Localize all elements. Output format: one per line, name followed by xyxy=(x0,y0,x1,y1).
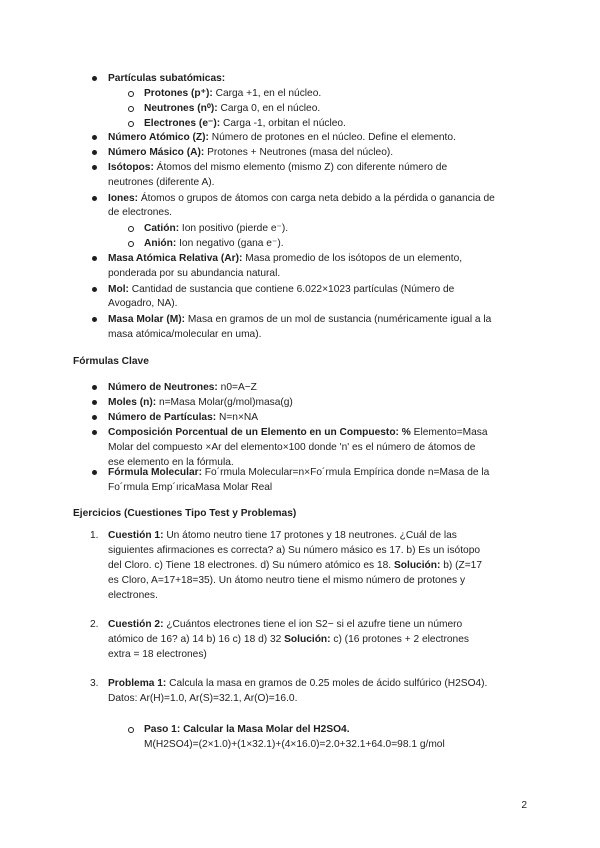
sub-bullet xyxy=(128,727,134,733)
list-item-continuation: masa atómica/molecular en uma). xyxy=(108,329,262,340)
list-item-continuation: electrones. xyxy=(108,590,158,601)
list-item-continuation: del Cloro. c) Tiene 18 electrones. d) Su número atómico es 18. Solución: b) (Z=17 xyxy=(108,560,482,571)
list-item: Anión: Ion negativo (gana e⁻). xyxy=(144,238,284,249)
list-item-continuation: ese elemento en la fórmula. xyxy=(108,457,234,468)
list-item: Isótopos: Átomos del mismo elemento (mismo Z) con diferente número de xyxy=(108,162,448,173)
list-item: Neutrones (n⁰): Carga 0, en el núcleo. xyxy=(144,103,321,114)
section-heading: Ejercicios (Cuestiones Tipo Test y Problemas) xyxy=(73,508,297,519)
list-item-continuation: neutrones (diferente A). xyxy=(108,177,215,188)
list-item-continuation: Avogadro, NA). xyxy=(108,298,178,309)
bullet xyxy=(92,165,97,170)
list-item: Número Atómico (Z): Número de protones en el núcleo. Define el elemento. xyxy=(108,132,456,143)
section-heading: Fórmulas Clave xyxy=(73,356,149,367)
list-number: 2. xyxy=(90,619,99,630)
list-item: Mol: Cantidad de sustancia que contiene 6.022×1023 partículas (Número de xyxy=(108,284,455,295)
list-item: Partículas subatómicas: xyxy=(108,73,226,84)
list-item: Paso 1: Calcular la Masa Molar del H2SO4. xyxy=(144,724,350,735)
list-item: Protones (p⁺): Carga +1, en el núcleo. xyxy=(144,88,322,99)
list-number: 3. xyxy=(90,678,99,689)
list-item: Cuestión 1: Un átomo neutro tiene 17 protones y 18 neutrones. ¿Cuál de las xyxy=(108,530,457,541)
list-item: Número Másico (A): Protones + Neutrones (masa del núcleo). xyxy=(108,147,394,158)
bullet xyxy=(92,150,97,155)
sub-bullet xyxy=(128,121,134,127)
list-item-continuation: atómico de 16? a) 14 b) 16 c) 18 d) 32 Solución: c) (16 protones + 2 electrones xyxy=(108,634,469,645)
bullet xyxy=(92,415,97,420)
page-number: 2 xyxy=(521,800,527,811)
list-item: Composición Porcentual de un Elemento en un Compuesto: % Elemento=Masa xyxy=(108,427,488,438)
list-item: Moles (n): n=Masa Molar(g/mol)masa(g) xyxy=(108,397,293,408)
list-item-continuation: siguientes afirmaciones es correcta? a) Su número másico es 17. b) Es un isótopo xyxy=(108,545,481,556)
list-item-continuation: Fo´rmula Emp´ıricaMasa Molar Real xyxy=(108,482,273,493)
bullet xyxy=(92,135,97,140)
list-item-continuation: es Cloro, A=17+18=35). Un átomo neutro tiene el mismo número de protones y xyxy=(108,575,466,586)
list-item: Número de Neutrones: n0=A−Z xyxy=(108,382,257,393)
bullet xyxy=(92,430,97,435)
bullet xyxy=(92,400,97,405)
list-item: Electrones (e⁻): Carga -1, orbitan el núcleo. xyxy=(144,118,346,129)
list-number: 1. xyxy=(90,530,99,541)
bullet xyxy=(92,470,97,475)
list-item-continuation: extra = 18 electrones) xyxy=(108,649,207,660)
list-item-continuation: de electrones. xyxy=(108,207,172,218)
bullet xyxy=(92,287,97,292)
sub-bullet xyxy=(128,106,134,112)
sub-bullet xyxy=(128,241,134,247)
list-item: Problema 1: Calcula la masa en gramos de 0.25 moles de ácido sulfúrico (H2SO4). xyxy=(108,678,488,689)
bullet xyxy=(92,76,97,81)
list-item: Masa Atómica Relativa (Ar): Masa promedio de los isótopos de un elemento, xyxy=(108,253,463,264)
list-item-continuation: Datos: Ar(H)=1.0, Ar(S)=32.1, Ar(O)=16.0. xyxy=(108,693,298,704)
list-item-continuation: Molar del compuesto ×Ar del elemento×100 donde 'n' es el número de átomos de xyxy=(108,442,476,453)
list-item-continuation: ponderada por su abundancia natural. xyxy=(108,268,281,279)
list-item: Masa Molar (M): Masa en gramos de un mol de sustancia (numéricamente igual a la xyxy=(108,314,492,325)
list-item: Fórmula Molecular: Fo´rmula Molecular=n×Fo´rmula Empírica donde n=Masa de la xyxy=(108,467,490,478)
sub-bullet xyxy=(128,91,134,97)
sub-bullet xyxy=(128,226,134,232)
bullet xyxy=(92,317,97,322)
bullet xyxy=(92,196,97,201)
list-item: Cuestión 2: ¿Cuántos electrones tiene el ion S2− si el azufre tiene un número xyxy=(108,619,463,630)
list-item: Número de Partículas: N=n×NA xyxy=(108,412,259,423)
list-item: Iones: Átomos o grupos de átomos con carga neta debido a la pérdida o ganancia de xyxy=(108,193,495,204)
bullet xyxy=(92,385,97,390)
list-item-continuation: M(H2SO4)=(2×1.0)+(1×32.1)+(4×16.0)=2.0+32.1+64.0=98.1 g/mol xyxy=(144,739,445,750)
list-item: Catión: Ion positivo (pierde e⁻). xyxy=(144,223,289,234)
bullet xyxy=(92,256,97,261)
